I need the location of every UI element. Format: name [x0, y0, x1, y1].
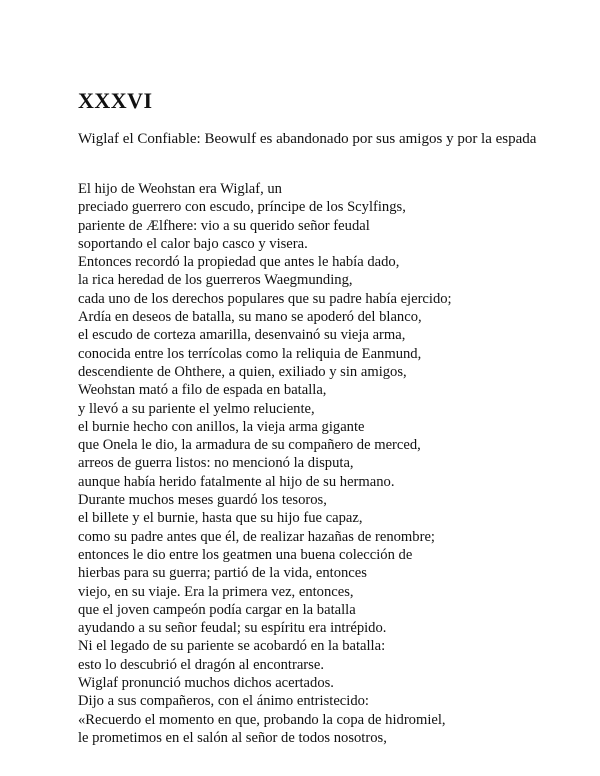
verse-line: le prometimos en el salón al señor de todos nosotros, — [78, 729, 387, 746]
verse-line: pariente de Ælfhere: vio a su querido señor feudal — [78, 217, 370, 234]
verse-line: viejo, en su viaje. Era la primera vez, entonces, — [78, 583, 354, 600]
verse-line: conocida entre los terrícolas como la reliquia de Eanmund, — [78, 345, 422, 362]
verse-line: entonces le dio entre los geatmen una buena colección de — [78, 546, 413, 563]
chapter-subtitle: Wiglaf el Confiable: Beowulf es abandonado por sus amigos y por la espada — [78, 131, 537, 147]
verse-line: esto lo descubrió el dragón al encontrarse. — [78, 656, 324, 673]
verse-line: el burnie hecho con anillos, la vieja arma gigante — [78, 418, 365, 435]
verse-body — [78, 180, 578, 747]
verse-line: arreos de guerra listos: no mencionó la disputa, — [78, 455, 354, 472]
verse-line: Ardía en deseos de batalla, su mano se apoderó del blanco, — [78, 309, 422, 326]
verse-line: Ni el legado de su pariente se acobardó en la batalla: — [78, 638, 386, 655]
verse-line: la rica heredad de los guerreros Waegmunding, — [78, 272, 353, 289]
verse-line: El hijo de Weohstan era Wiglaf, un — [78, 181, 282, 197]
verse-line: que el joven campeón podía cargar en la batalla — [78, 601, 356, 618]
verse-line: cada uno de los derechos populares que su padre había ejercido; — [78, 290, 452, 307]
verse-line: ayudando a su señor feudal; su espíritu era intrépido. — [78, 620, 387, 637]
verse-line: Wiglaf pronunció muchos dichos acertados. — [78, 675, 334, 692]
verse-line: como su padre antes que él, de realizar hazañas de renombre; — [78, 528, 435, 545]
verse-line: y llevó a su pariente el yelmo reluciente, — [78, 400, 315, 417]
verse-line: que Onela le dio, la armadura de su compañero de merced, — [78, 437, 421, 454]
verse-line: Entonces recordó la propiedad que antes le había dado, — [78, 254, 400, 271]
verse-line: descendiente de Ohthere, a quien, exiliado y sin amigos, — [78, 363, 407, 380]
verse-line: Dijo a sus compañeros, con el ánimo entristecido: — [78, 693, 369, 710]
verse-line: Durante muchos meses guardó los tesoros, — [78, 492, 327, 509]
verse-line: soportando el calor bajo casco y visera. — [78, 235, 308, 252]
verse-line: el billete y el burnie, hasta que su hijo fue capaz, — [78, 510, 363, 527]
verse-line: hierbas para su guerra; partió de la vida, entonces — [78, 565, 367, 582]
verse-line: aunque había herido fatalmente al hijo de su hermano. — [78, 473, 395, 490]
verse-line: el escudo de corteza amarilla, desenvainó su vieja arma, — [78, 327, 406, 344]
verse-line: Weohstan mató a filo de espada en batalla, — [78, 382, 327, 399]
verse-line: preciado guerrero con escudo, príncipe de los Scylfings, — [78, 199, 406, 216]
chapter-title: XXXVI — [78, 88, 153, 113]
verse-line: «Recuerdo el momento en que, probando la copa de hidromiel, — [78, 711, 446, 728]
